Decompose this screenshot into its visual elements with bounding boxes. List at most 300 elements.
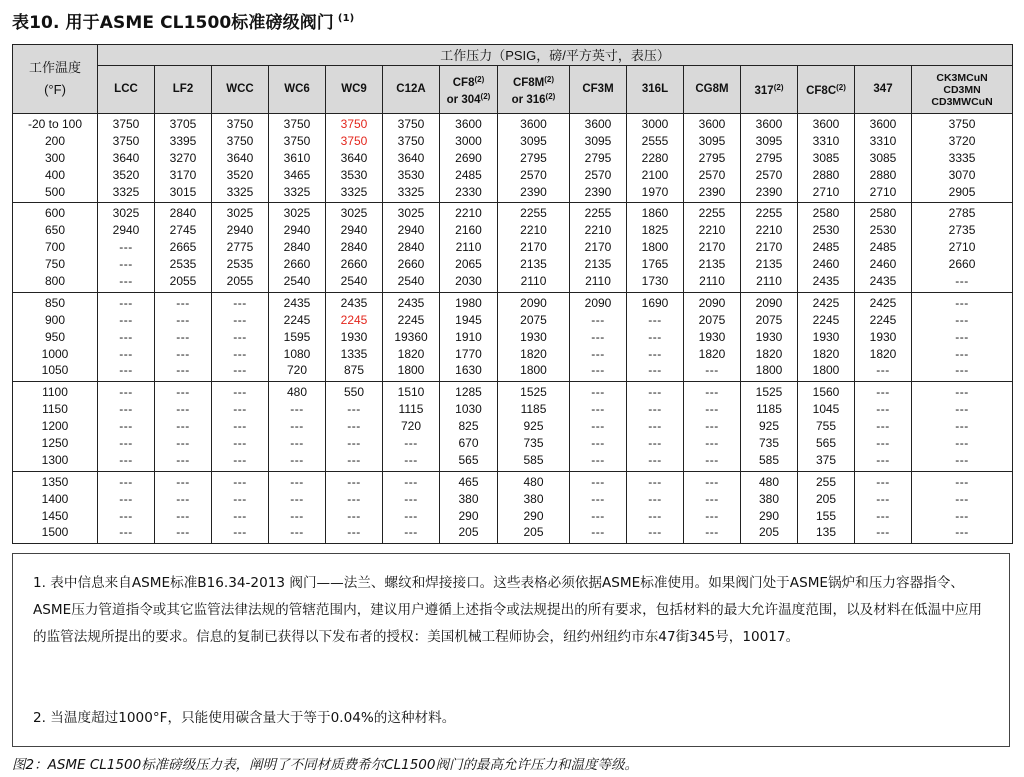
pressure-cell <box>570 203 627 292</box>
pressure-value: --- <box>955 274 969 289</box>
pressure-value: 550 <box>343 385 365 400</box>
pressure-value: 2135 <box>584 257 612 272</box>
pressure-value: 2580 <box>812 206 840 221</box>
pressure-value: 2795 <box>698 150 726 165</box>
pressure-value: --- <box>955 385 969 400</box>
pressure-value: 2940 <box>283 223 311 238</box>
pressure-value: 2090 <box>755 295 783 310</box>
pressure-value: 2660 <box>283 257 311 272</box>
pressure-cell <box>326 382 383 471</box>
pressure-value: --- <box>876 474 890 489</box>
pressure-value: --- <box>119 525 133 540</box>
pressure-value: --- <box>233 329 247 344</box>
pressure-value: 205 <box>815 491 837 506</box>
pressure-cell <box>798 114 855 203</box>
temperature-value: 1150 <box>42 402 68 417</box>
pressure-value: 1820 <box>812 346 840 361</box>
pressure-cell <box>570 292 627 381</box>
pressure-value: 1185 <box>756 402 782 417</box>
pressure-value: 3095 <box>698 133 726 148</box>
pressure-value: 3395 <box>169 133 197 148</box>
pressure-value: 2435 <box>397 295 425 310</box>
pressure-cell <box>798 471 855 544</box>
pressure-cell <box>269 382 326 471</box>
pressure-value: 2255 <box>698 206 726 221</box>
pressure-value: 1930 <box>520 329 547 344</box>
pressure-value: --- <box>591 385 605 400</box>
pressure-value: --- <box>955 295 969 310</box>
pressure-value: 2255 <box>755 206 783 221</box>
pressure-value: 2710 <box>869 184 897 199</box>
pressure-value: --- <box>648 508 662 523</box>
pressure-cell <box>440 203 498 292</box>
pressure-value: 1800 <box>641 240 669 255</box>
pressure-cell <box>912 114 1013 203</box>
pressure-value: --- <box>119 402 133 417</box>
pressure-value: --- <box>233 385 247 400</box>
pressure-cell <box>684 471 741 544</box>
temperature-value: 700 <box>44 240 66 255</box>
pressure-value: 3530 <box>340 167 368 182</box>
pressure-value: --- <box>290 402 304 417</box>
pressure-value: --- <box>176 436 190 451</box>
pressure-value: 1945 <box>455 312 482 327</box>
temperature-cell <box>13 292 98 381</box>
pressure-value: 1825 <box>641 223 669 238</box>
pressure-value: 480 <box>286 385 308 400</box>
pressure-cell <box>855 114 912 203</box>
temperature-group <box>13 292 1013 381</box>
pressure-cell <box>383 292 440 381</box>
pressure-cell <box>155 203 212 292</box>
pressure-value: 2210 <box>755 223 783 238</box>
pressure-value: --- <box>176 402 190 417</box>
pressure-value: --- <box>955 329 969 344</box>
pressure-cell <box>212 471 269 544</box>
notes-box <box>12 553 1010 747</box>
pressure-value: --- <box>233 295 247 310</box>
pressure-value: 2735 <box>948 223 976 238</box>
pressure-cell <box>498 203 570 292</box>
pressure-value: --- <box>119 274 133 289</box>
pressure-value: --- <box>404 508 418 523</box>
pressure-value: 1080 <box>283 346 311 361</box>
pressure-value: 2570 <box>584 167 612 182</box>
pressure-value: 2785 <box>948 206 976 221</box>
pressure-value: --- <box>955 436 969 451</box>
pressure-value: 255 <box>815 474 837 489</box>
pressure-value: 1970 <box>641 184 669 199</box>
pressure-value: 2425 <box>812 295 840 310</box>
pressure-cell <box>326 203 383 292</box>
pressure-value: 1595 <box>283 329 311 344</box>
pressure-value: 380 <box>523 491 544 506</box>
pressure-value: 3325 <box>283 184 311 199</box>
pressure-value: --- <box>176 525 190 540</box>
temperature-value: 1200 <box>41 419 69 434</box>
pressure-value: --- <box>290 491 304 506</box>
pressure-value: 1045 <box>812 402 840 417</box>
pressure-value: --- <box>876 452 890 467</box>
pressure-value: 2570 <box>755 167 783 182</box>
pressure-value: --- <box>876 525 890 540</box>
pressure-value: 3750 <box>112 133 140 148</box>
pressure-value: 2390 <box>584 184 612 199</box>
pressure-value: 3705 <box>169 117 197 131</box>
pressure-value: 2030 <box>455 274 482 289</box>
pressure-value: 3720 <box>948 133 976 148</box>
pressure-value: 1820 <box>397 346 425 361</box>
pressure-value: 2745 <box>169 223 197 238</box>
pressure-value: 380 <box>758 491 780 506</box>
pressure-value: 205 <box>758 525 780 540</box>
pressure-value: 755 <box>815 419 837 434</box>
pressure-value: 2570 <box>520 167 547 182</box>
pressure-value: 925 <box>523 419 544 434</box>
pressure-cell <box>570 114 627 203</box>
temperature-value: 650 <box>44 223 66 238</box>
pressure-value: 1730 <box>641 274 669 289</box>
pressure-value: --- <box>176 491 190 506</box>
pressure-value: 3520 <box>112 167 140 182</box>
pressure-value: --- <box>648 363 662 378</box>
pressure-cell <box>155 382 212 471</box>
pressure-cell <box>684 292 741 381</box>
pressure-value: 1800 <box>397 363 425 378</box>
pressure-cell <box>269 114 326 203</box>
pressure-value: --- <box>591 419 605 434</box>
pressure-cell <box>570 382 627 471</box>
pressure-value: 2840 <box>397 240 425 255</box>
pressure-value: 3085 <box>812 150 840 165</box>
pressure-value: --- <box>648 491 662 506</box>
pressure-value: 1525 <box>520 385 547 400</box>
pressure-value: 2435 <box>283 295 311 310</box>
pressure-value: 375 <box>815 452 837 467</box>
pressure-value: --- <box>648 329 662 344</box>
pressure-value: 2210 <box>584 223 612 238</box>
temperature-value: 1250 <box>41 436 69 451</box>
pressure-value: --- <box>119 240 133 255</box>
pressure-value: 3025 <box>226 206 254 221</box>
pressure-value: 290 <box>458 508 479 523</box>
pressure-value: --- <box>404 525 418 540</box>
pressure-value: --- <box>876 491 890 506</box>
pressure-cell <box>98 114 155 203</box>
pressure-value: --- <box>648 385 662 400</box>
pressure-value: 2210 <box>698 223 726 238</box>
pressure-value: --- <box>347 491 361 506</box>
pressure-value: --- <box>955 346 969 361</box>
pressure-value: 1820 <box>698 346 726 361</box>
pressure-value: 2210 <box>520 223 547 238</box>
pressure-value: 3310 <box>812 133 840 148</box>
pressure-value: --- <box>233 491 247 506</box>
pressure-value: 1185 <box>520 402 547 417</box>
pressure-value: 1335 <box>340 346 368 361</box>
pressure-value: 2245 <box>340 312 368 327</box>
pressure-cell <box>741 203 798 292</box>
pressure-value: 1285 <box>455 385 482 400</box>
pressure-value: 1690 <box>641 295 669 310</box>
pressure-value: 1560 <box>812 385 840 400</box>
column-header: CG8M <box>684 66 741 114</box>
pressure-cell <box>627 382 684 471</box>
pressure-value: --- <box>176 508 190 523</box>
pressure-value: --- <box>119 474 133 489</box>
pressure-value: 2135 <box>698 257 726 272</box>
pressure-cell <box>912 471 1013 544</box>
pressure-value: 2170 <box>755 240 783 255</box>
pressure-cell <box>155 292 212 381</box>
pressure-cell <box>212 382 269 471</box>
pressure-cell <box>855 382 912 471</box>
pressure-value: 1980 <box>455 295 482 310</box>
pressure-value: 290 <box>758 508 780 523</box>
pressure-cell <box>684 382 741 471</box>
pressure-value: 1770 <box>455 346 482 361</box>
pressure-value: --- <box>119 491 133 506</box>
pressure-cell <box>212 114 269 203</box>
pressure-cell <box>98 203 155 292</box>
pressure-value: --- <box>347 436 361 451</box>
temperature-value: 500 <box>44 184 66 199</box>
pressure-value: 2090 <box>584 295 612 310</box>
pressure-value: 2580 <box>869 206 897 221</box>
pressure-value: 1930 <box>698 329 726 344</box>
pressure-value: --- <box>876 363 890 378</box>
pressure-value: 2880 <box>869 167 897 182</box>
pressure-value: 2170 <box>584 240 612 255</box>
pressure-cell <box>98 382 155 471</box>
pressure-cell <box>212 292 269 381</box>
pressure-value: --- <box>176 385 190 400</box>
pressure-value: 2710 <box>812 184 840 199</box>
pressure-value: --- <box>176 329 190 344</box>
pressure-value: --- <box>233 452 247 467</box>
temperature-value: 1400 <box>41 491 69 506</box>
pressure-value: 2090 <box>698 295 726 310</box>
pressure-cell <box>741 292 798 381</box>
temperature-value: 400 <box>44 167 66 182</box>
pressure-cell <box>627 203 684 292</box>
pressure-temperature-table <box>12 44 1013 544</box>
pressure-value: --- <box>347 419 361 434</box>
temperature-value: 1300 <box>41 452 69 467</box>
pressure-value: 2840 <box>169 206 197 221</box>
temperature-group <box>13 382 1013 471</box>
pressure-value: --- <box>705 508 719 523</box>
pressure-cell <box>326 471 383 544</box>
pressure-value: --- <box>404 452 418 467</box>
pressure-value: --- <box>955 312 969 327</box>
pressure-cell <box>855 292 912 381</box>
pressure-value: 2485 <box>455 167 482 182</box>
pressure-cell <box>855 471 912 544</box>
pressure-value: 3750 <box>948 117 976 131</box>
pressure-value: 2555 <box>641 133 669 148</box>
pressure-value: --- <box>705 419 719 434</box>
pressure-value: 2245 <box>869 312 897 327</box>
pressure-value: --- <box>648 346 662 361</box>
pressure-value: 2425 <box>869 295 897 310</box>
pressure-value: 2540 <box>283 274 311 289</box>
pressure-value: --- <box>955 452 969 467</box>
pressure-value: 3600 <box>698 117 726 131</box>
pressure-value: --- <box>404 474 418 489</box>
pressure-value: --- <box>591 474 605 489</box>
pressure-value: 290 <box>523 508 544 523</box>
pressure-value: --- <box>233 312 247 327</box>
pressure-value: 2940 <box>340 223 368 238</box>
pressure-value: 1930 <box>869 329 897 344</box>
pressure-value: 1930 <box>340 329 368 344</box>
pressure-value: --- <box>347 402 361 417</box>
pressure-value: 1030 <box>455 402 482 417</box>
pressure-value: --- <box>347 525 361 540</box>
pressure-value: 2940 <box>226 223 254 238</box>
temperature-value: 750 <box>44 257 66 272</box>
pressure-value: 2795 <box>584 150 612 165</box>
pressure-value: 1800 <box>755 363 783 378</box>
pressure-cell <box>498 292 570 381</box>
pressure-value: 3070 <box>948 167 976 182</box>
pressure-value: --- <box>955 474 969 489</box>
pressure-value: 3325 <box>226 184 254 199</box>
pressure-value: 3610 <box>283 150 311 165</box>
pressure-value: 2090 <box>520 295 547 310</box>
pressure-value: --- <box>705 363 719 378</box>
pressure-cell <box>912 203 1013 292</box>
pressure-value: --- <box>876 419 890 434</box>
pressure-value: 1930 <box>812 329 840 344</box>
pressure-value: 3270 <box>169 150 197 165</box>
pressure-value: 2110 <box>585 274 611 289</box>
pressure-value: 3750 <box>397 133 425 148</box>
pressure-value: 3465 <box>283 167 311 182</box>
pressure-value: --- <box>648 312 662 327</box>
pressure-value: 465 <box>458 474 479 489</box>
pressure-value: 3750 <box>340 133 368 148</box>
pressure-cell <box>155 471 212 544</box>
temperature-value: 1050 <box>41 363 69 378</box>
pressure-value: 3640 <box>397 150 425 165</box>
pressure-value: --- <box>705 452 719 467</box>
pressure-value: --- <box>233 474 247 489</box>
pressure-value: 19360 <box>394 329 428 344</box>
pressure-cell <box>741 114 798 203</box>
pressure-value: --- <box>347 474 361 489</box>
temperature-value: -20 to 100 <box>27 117 83 131</box>
column-header: CF3M <box>570 66 627 114</box>
temperature-value: 1450 <box>41 508 69 523</box>
pressure-value: 3015 <box>169 184 197 199</box>
pressure-value: 3520 <box>226 167 254 182</box>
pressure-value: 2160 <box>455 223 482 238</box>
pressure-value: 2530 <box>812 223 840 238</box>
pressure-value: 2100 <box>641 167 669 182</box>
pressure-value: --- <box>347 452 361 467</box>
pressure-value: --- <box>876 385 890 400</box>
column-header: C12A <box>383 66 440 114</box>
pressure-value: --- <box>404 491 418 506</box>
pressure-value: 3310 <box>869 133 897 148</box>
column-header: LF2 <box>155 66 212 114</box>
pressure-value: 2485 <box>869 240 897 255</box>
pressure-value: 1820 <box>869 346 897 361</box>
pressure-value: 2245 <box>283 312 311 327</box>
note-1: 1. 表中信息来自ASME标准B16.34-2013 阀门——法兰、螺纹和焊接接口。这些表格必须依据ASME标准使用。如果阀门处于ASME锅炉和压力容器指令、ASME压力管道指令或其它监管法律法规的管辖范围内，建议用户遵循上述指令或法规提出的所有要求，包括材料的最大允许温度范围，以及材料在低温中应用的监管法规所提出的要求。信息的复制已获得以下发布者的授权：美国机械工程师协会，纽约州纽约市东47街345号，10017。 <box>33 575 983 645</box>
pressure-value: 3170 <box>169 167 197 182</box>
pressure-value: --- <box>119 385 133 400</box>
pressure-value: 3025 <box>112 206 140 221</box>
pressure-value: 2110 <box>455 240 482 255</box>
pressure-value: --- <box>648 419 662 434</box>
pressure-value: 2245 <box>397 312 425 327</box>
pressure-value: 875 <box>343 363 365 378</box>
pressure-value: 720 <box>400 419 422 434</box>
pressure-cell <box>570 471 627 544</box>
pressure-value: 1630 <box>455 363 482 378</box>
pressure-value: --- <box>119 312 133 327</box>
pressure-value: 2660 <box>948 257 976 272</box>
pressure-value: 720 <box>286 363 308 378</box>
pressure-value: --- <box>648 452 662 467</box>
pressure-cell <box>627 292 684 381</box>
pressure-value: 3335 <box>948 150 976 165</box>
pressure-value: 480 <box>758 474 780 489</box>
pressure-value: --- <box>955 402 969 417</box>
pressure-value: 1930 <box>755 329 783 344</box>
pressure-value: --- <box>591 363 605 378</box>
pressure-value: --- <box>648 474 662 489</box>
pressure-value: 2065 <box>455 257 482 272</box>
pressure-value: 3085 <box>869 150 897 165</box>
column-header: WC6 <box>269 66 326 114</box>
pressure-value: 205 <box>458 525 479 540</box>
pressure-value: --- <box>591 346 605 361</box>
pressure-value: 3600 <box>755 117 783 131</box>
pressure-cell <box>269 203 326 292</box>
pressure-value: 1910 <box>455 329 482 344</box>
pressure-value: 1820 <box>520 346 547 361</box>
pressure-value: 2460 <box>812 257 840 272</box>
pressure-value: --- <box>591 508 605 523</box>
pressure-value: 2940 <box>397 223 425 238</box>
pressure-value: 2255 <box>520 206 547 221</box>
pressure-value: --- <box>347 508 361 523</box>
pressure-value: --- <box>591 329 605 344</box>
table-title: 表10. 用于ASME CL1500标准磅级阀门 $^{(1)}$ <box>12 13 355 33</box>
temperature-value: 1500 <box>41 525 69 540</box>
pressure-value: 3000 <box>455 133 482 148</box>
pressure-value: --- <box>876 508 890 523</box>
pressure-value: --- <box>955 419 969 434</box>
pressure-cell <box>798 292 855 381</box>
pressure-value: --- <box>591 525 605 540</box>
pressure-value: 3750 <box>283 117 311 131</box>
pressure-value: 2170 <box>698 240 726 255</box>
pressure-value: --- <box>591 452 605 467</box>
column-header: WC9 <box>326 66 383 114</box>
pressure-value: 2530 <box>869 223 897 238</box>
temperature-value: 600 <box>44 206 66 221</box>
pressure-value: 735 <box>523 436 544 451</box>
pressure-value: 3530 <box>397 167 425 182</box>
pressure-value: 3325 <box>112 184 140 199</box>
column-header: 317$^{(2)}$ <box>741 66 798 114</box>
pressure-cell <box>326 292 383 381</box>
